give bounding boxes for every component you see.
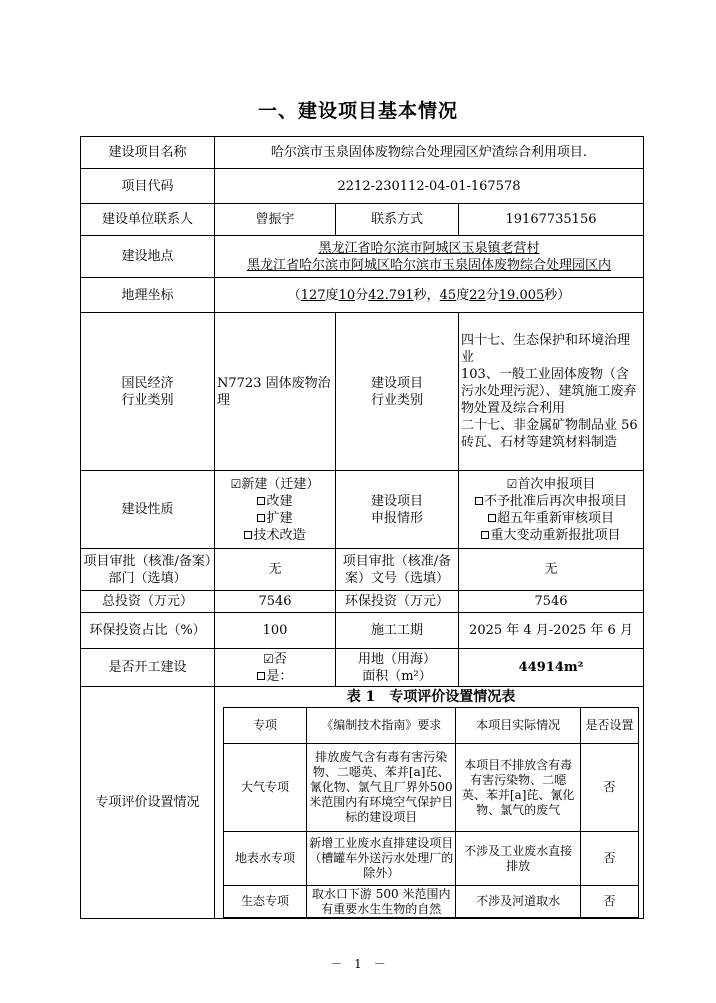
declare-label: 建设项目 申报情形	[336, 471, 459, 549]
special-cell	[215, 687, 644, 919]
project-industry-value: 四十七、生态保护和环境治理业 103、一般工业固体废物（含污水处理污泥）、建筑施工废弃物处置及综合利用 二十七、非金属矿物制品业 56 砖瓦、石材等建筑材料制造	[459, 313, 644, 471]
project-industry-label: 建设项目 行业类别	[336, 313, 459, 471]
table1-cell: 地表水专项	[224, 832, 307, 886]
approval-dept-label: 项目审批（核准/备案）部门（选填）	[81, 549, 215, 591]
name-label: 建设项目名称	[81, 137, 215, 169]
nature-options	[215, 471, 336, 549]
started-options	[215, 649, 336, 687]
started-option[interactable]: 是：	[217, 668, 333, 685]
industry-label: 国民经济 行业类别	[81, 313, 215, 471]
checkbox-icon	[257, 672, 265, 680]
table1-header: 专项	[224, 708, 307, 744]
page-title: 一、建设项目基本情况	[257, 100, 458, 122]
env-ratio-value: 100	[215, 613, 336, 649]
checkbox-icon	[475, 497, 483, 505]
approval-dept-value: 无	[215, 549, 336, 591]
declare-option[interactable]: 重大变动重新报批项目	[461, 527, 641, 544]
table1-cell: 取水口下游 500 米范围内有重要水生生物的自然	[307, 886, 456, 918]
contact-label: 建设单位联系人	[81, 204, 215, 236]
checkbox-icon	[488, 514, 496, 522]
declare-option[interactable]: 不予批准后再次申报项目	[461, 493, 641, 510]
started-label: 是否开工建设	[81, 649, 215, 687]
checked-box-icon: ☑	[263, 651, 274, 666]
checked-box-icon: ☑	[230, 476, 242, 491]
location-value	[215, 236, 644, 278]
code-value: 2212-230112-04-01-167578	[215, 169, 644, 204]
period-label: 施工工期	[336, 613, 459, 649]
location-line1: 黑龙江省哈尔滨市阿城区玉泉镇老营村	[318, 240, 540, 256]
contact-value: 曾振宇	[215, 204, 336, 236]
table1	[223, 707, 639, 918]
name-value: 哈尔滨市玉泉固体废物综合处理园区炉渣综合利用项目.	[215, 137, 644, 169]
total-invest-value: 7546	[215, 591, 336, 613]
table1-cell: 否	[580, 744, 638, 832]
nature-option[interactable]: 改建	[217, 493, 333, 510]
geo-label: 地理坐标	[81, 278, 215, 313]
started-option[interactable]: ☑否	[263, 651, 287, 667]
land-value: 44914m²	[459, 649, 644, 687]
declare-option[interactable]: ☑首次申报项目	[506, 476, 596, 492]
table1-cell: 生态专项	[224, 886, 307, 918]
table1-cell: 不涉及工业废水直接排放	[456, 832, 581, 886]
table-row	[224, 886, 639, 918]
declare-option[interactable]: 超五年重新审核项目	[461, 510, 641, 527]
table1-cell: 本项目不排放含有毒有害污染物、二噁英、苯并[a]芘、氰化物、氯气的废气	[456, 744, 581, 832]
nature-option[interactable]: ☑新建（迁建）	[230, 476, 320, 492]
table1-header: 本项目实际情况	[456, 708, 581, 744]
nature-option[interactable]: 技术改造	[217, 527, 333, 544]
nature-option[interactable]: 扩建	[217, 510, 333, 527]
checkbox-icon	[257, 514, 265, 522]
checkbox-icon	[244, 531, 252, 539]
declare-options	[459, 471, 644, 549]
table1-cell: 大气专项	[224, 744, 307, 832]
code-label: 项目代码	[81, 169, 215, 204]
basic-info-table	[80, 136, 644, 919]
table1-cell: 排放废气含有毒有害污染物、二噁英、苯并[a]芘、氰化物、氯气且厂界外500米范围内有环境空气保护目标的建设项目	[307, 744, 456, 832]
table1-header: 《编制技术指南》要求	[307, 708, 456, 744]
checkbox-icon	[481, 531, 489, 539]
geo-value: （127度10分42.791秒，45度22分19.005秒）	[215, 278, 644, 313]
phone-value: 19167735156	[459, 204, 644, 236]
location-line2: 黑龙江省哈尔滨市阿城区哈尔滨市玉泉固体废物综合处理园区内	[246, 257, 611, 273]
total-invest-label: 总投资（万元）	[81, 591, 215, 613]
industry-value: N7723 固体废物治理	[215, 313, 336, 471]
table1-cell: 否	[580, 832, 638, 886]
period-value: 2025 年 4 月-2025 年 6 月	[459, 613, 644, 649]
nature-label: 建设性质	[81, 471, 215, 549]
phone-label: 联系方式	[336, 204, 459, 236]
table1-caption: 表 1 专项评价设置情况表	[346, 689, 516, 705]
location-label: 建设地点	[81, 236, 215, 278]
table1-cell: 否	[580, 886, 638, 918]
table-row	[224, 744, 639, 832]
special-label: 专项评价设置情况	[81, 687, 215, 919]
checkbox-icon	[257, 497, 265, 505]
table-row	[224, 832, 639, 886]
env-invest-value: 7546	[459, 591, 644, 613]
checked-box-icon: ☑	[506, 476, 518, 491]
table1-header: 是否设置	[580, 708, 638, 744]
approval-no-label: 项目审批（核准/备案）文号（选填）	[336, 549, 459, 591]
land-label: 用地（用海） 面积（m²）	[336, 649, 459, 687]
table1-cell: 不涉及河道取水	[456, 886, 581, 918]
approval-no-value: 无	[459, 549, 644, 591]
table1-cell: 新增工业废水直排建设项目（槽罐车外送污水处理厂的除外）	[307, 832, 456, 886]
page-number: － 1 －	[330, 957, 386, 971]
env-invest-label: 环保投资（万元）	[336, 591, 459, 613]
env-ratio-label: 环保投资占比（%）	[81, 613, 215, 649]
